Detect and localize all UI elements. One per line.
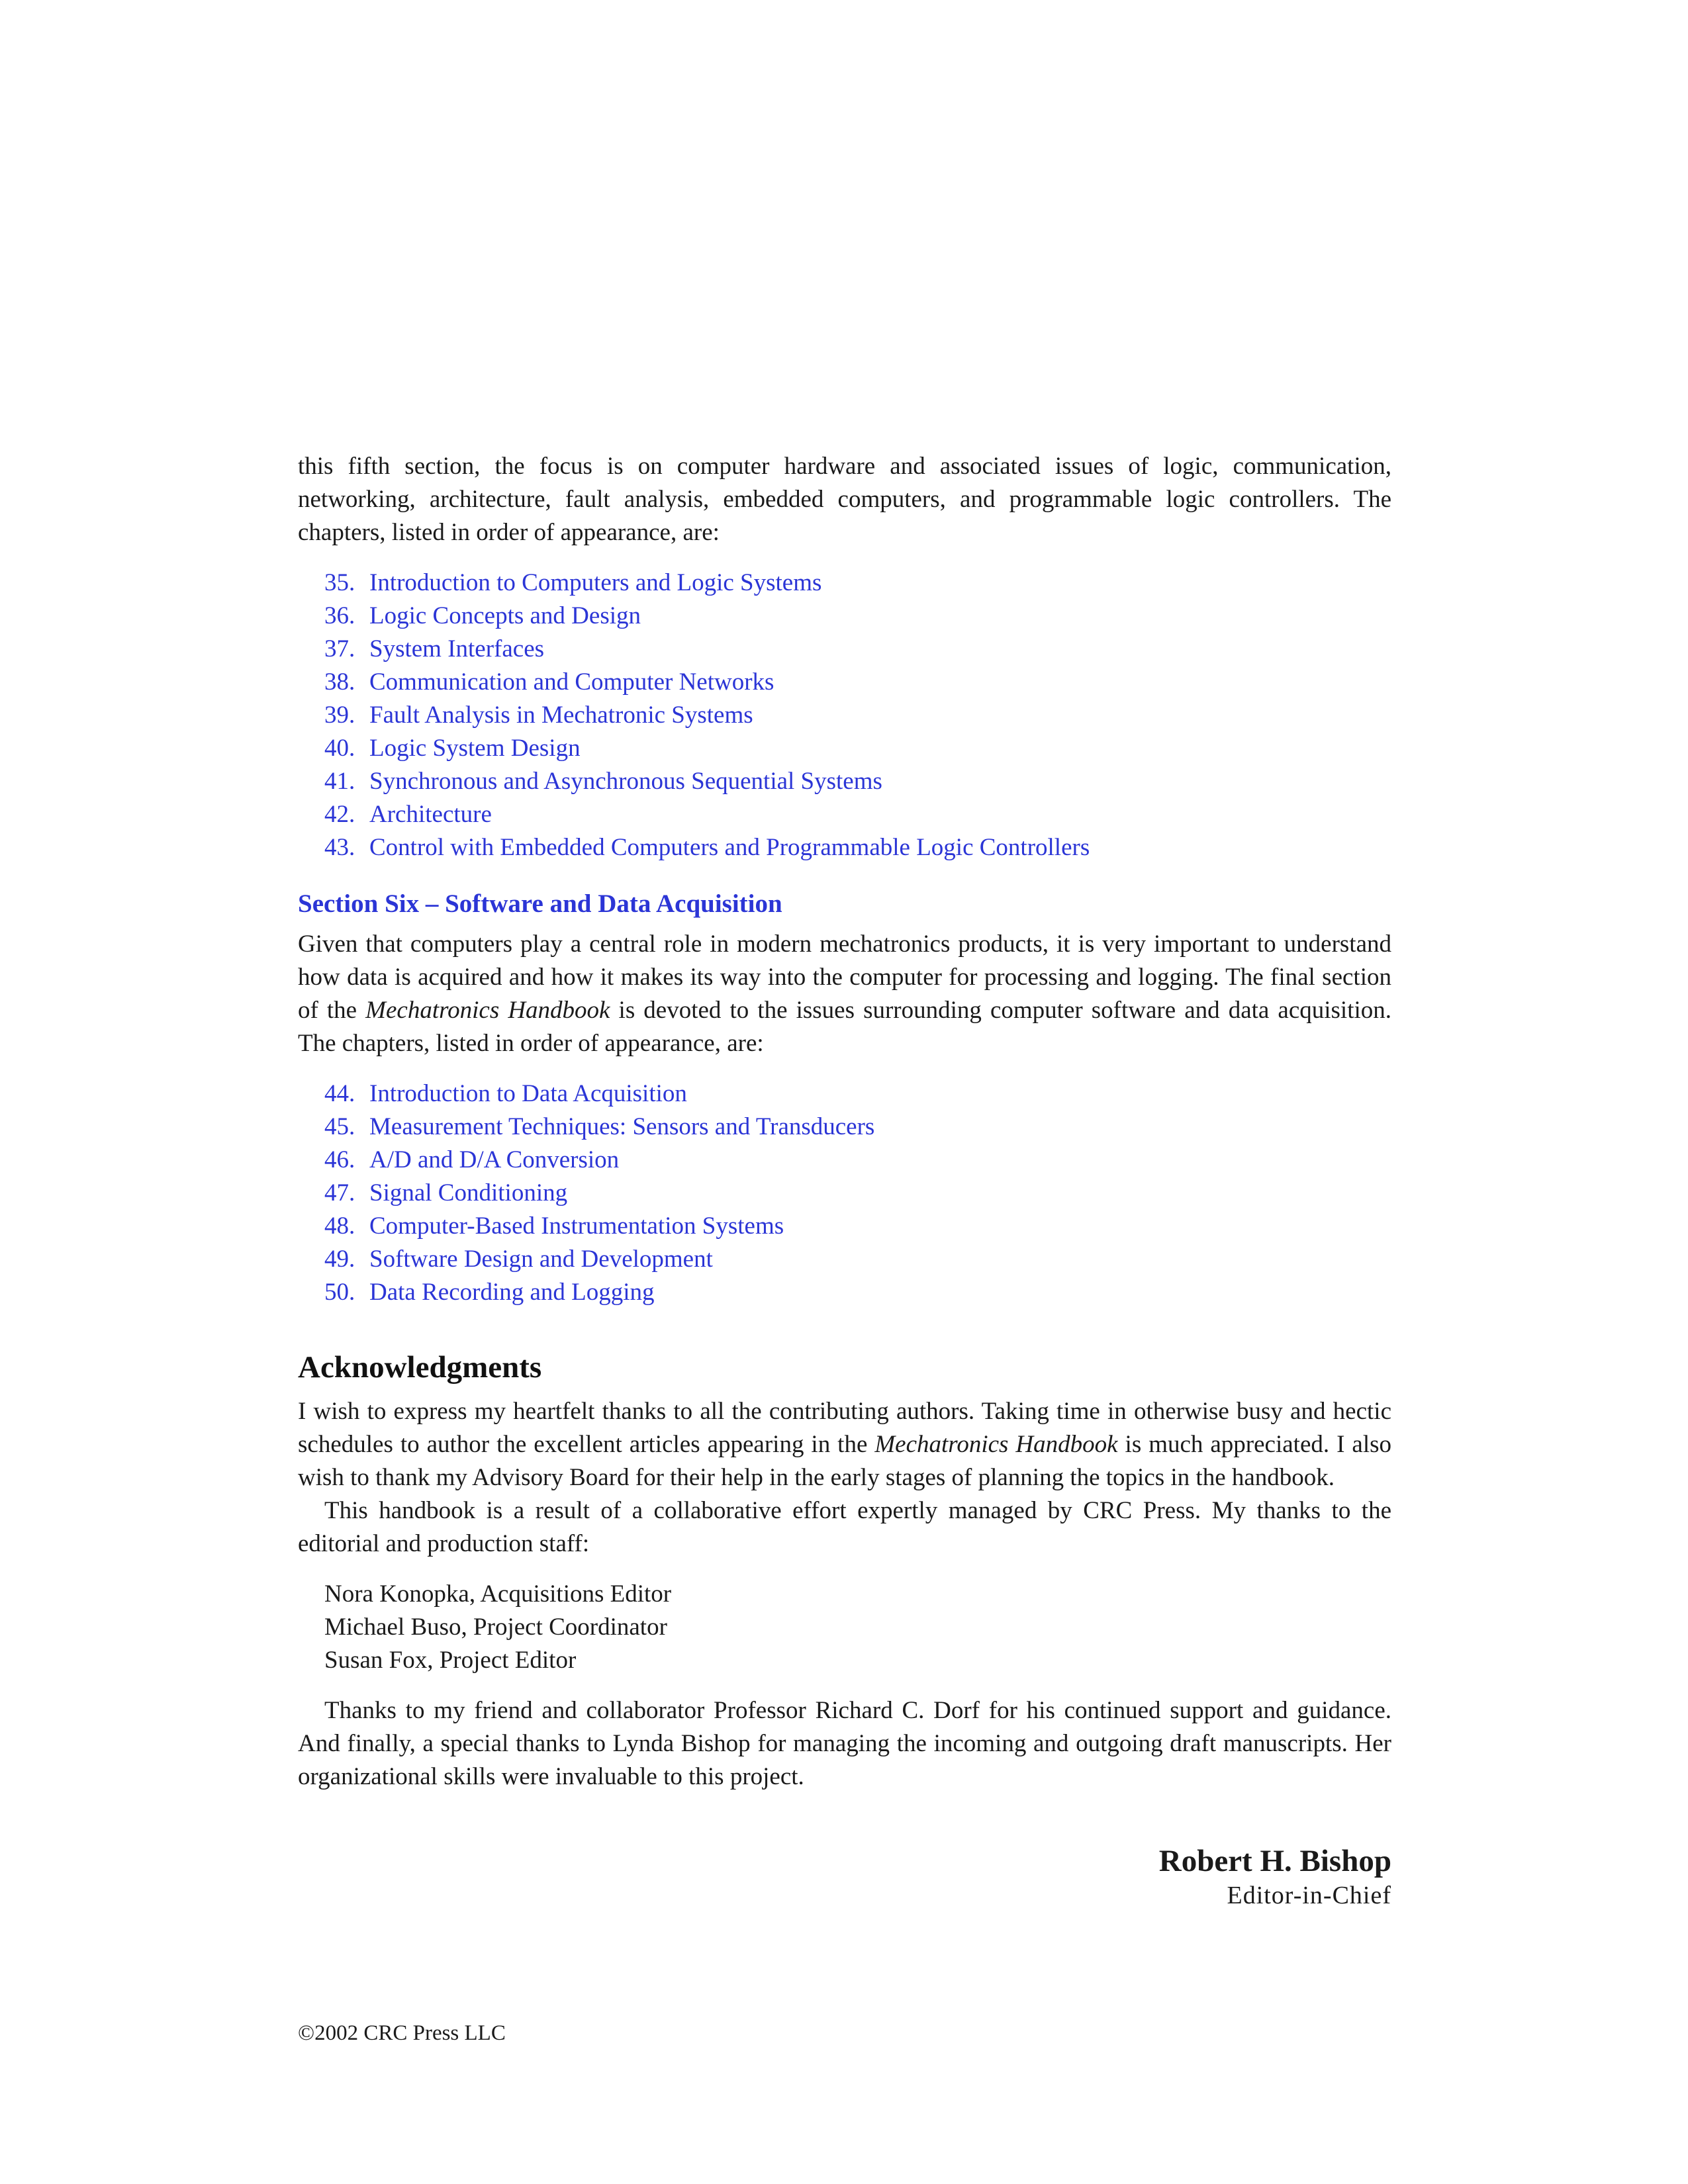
section-six-heading[interactable]: Section Six – Software and Data Acquisition <box>298 889 782 918</box>
chapter-title: Data Recording and Logging <box>369 1279 655 1306</box>
staff-list <box>324 1578 1391 1677</box>
signature-block <box>298 1843 1391 1911</box>
chapter-link-38[interactable]: 38. Communication and Computer Networks <box>324 668 774 696</box>
signature-name: Robert H. Bishop <box>1158 1844 1391 1878</box>
chapter-link-49[interactable]: 49. Software Design and Development <box>324 1246 713 1273</box>
chapter-link-35[interactable]: 35. Introduction to Computers and Logic Systems <box>324 569 822 596</box>
staff-item: Michael Buso, Project Coordinator <box>324 1614 667 1641</box>
chapter-title: A/D and D/A Conversion <box>369 1146 620 1173</box>
chapter-title: Measurement Techniques: Sensors and Transducers <box>369 1113 875 1140</box>
staff-item: Nora Konopka, Acquisitions Editor <box>324 1580 672 1608</box>
chapter-link-37[interactable]: 37. System Interfaces <box>324 635 545 662</box>
chapter-link-36[interactable]: 36. Logic Concepts and Design <box>324 602 641 629</box>
page-content <box>298 450 1391 1911</box>
section5-chapter-list <box>298 567 1391 864</box>
book-title-italic: Mechatronics Handbook <box>365 997 610 1024</box>
copyright-footer: ©2002 CRC Press LLC <box>298 2021 506 2045</box>
chapter-title: Communication and Computer Networks <box>369 668 774 696</box>
chapter-link-43[interactable]: 43. Control with Embedded Computers and Programmable Logic Controllers <box>324 834 1090 861</box>
chapter-title: Architecture <box>369 801 492 828</box>
chapter-link-44[interactable]: 44. Introduction to Data Acquisition <box>324 1080 687 1107</box>
chapter-title: Logic System Design <box>369 735 581 762</box>
chapter-title: Introduction to Data Acquisition <box>369 1080 687 1107</box>
chapter-title: Introduction to Computers and Logic Systems <box>369 569 822 596</box>
acknowledgments-heading: Acknowledgments <box>298 1350 542 1385</box>
chapter-link-47[interactable]: 47. Signal Conditioning <box>324 1179 568 1206</box>
chapter-link-50[interactable]: 50. Data Recording and Logging <box>324 1279 655 1306</box>
chapter-title: System Interfaces <box>369 635 545 662</box>
book-title-italic: Mechatronics Handbook <box>874 1431 1118 1458</box>
acknowledgments-paragraph-1: I wish to express my heartfelt thanks to all the contributing authors. Taking time in otherwise busy and hectic schedules to author the excellent articles appearing in the Mechatronics Handbook is much appreciated. I also wish to thank my Advisory Board for their help in the early stages of planning the topics in the handbook. <box>298 1398 1391 1491</box>
chapter-link-41[interactable]: 41. Synchronous and Asynchronous Sequential Systems <box>324 768 882 795</box>
acknowledgments-paragraph-3: Thanks to my friend and collaborator Professor Richard C. Dorf for his continued support and guidance. And finally, a special thanks to Lynda Bishop for managing the incoming and outgoing draft manuscripts. Her organizational skills were invaluable to this project. <box>298 1697 1391 1790</box>
chapter-title: Software Design and Development <box>369 1246 713 1273</box>
intro-paragraph: this fifth section, the focus is on computer hardware and associated issues of logic, communication, networking, architecture, fault analysis, embedded computers, and programmable logic controllers. The chapters, listed in order of appearance, are: <box>298 453 1391 546</box>
chapter-link-40[interactable]: 40. Logic System Design <box>324 735 581 762</box>
acknowledgments-paragraph-2: This handbook is a result of a collaborative effort expertly managed by CRC Press. My thanks to the editorial and production staff: <box>298 1497 1391 1557</box>
chapter-title: Fault Analysis in Mechatronic Systems <box>369 702 753 729</box>
section6-chapter-list <box>298 1077 1391 1309</box>
staff-item: Susan Fox, Project Editor <box>324 1647 577 1674</box>
chapter-link-42[interactable]: 42. Architecture <box>324 801 492 828</box>
chapter-link-46[interactable]: 46. A/D and D/A Conversion <box>324 1146 620 1173</box>
chapter-title: Synchronous and Asynchronous Sequential Systems <box>369 768 882 795</box>
chapter-link-45[interactable]: 45. Measurement Techniques: Sensors and Transducers <box>324 1113 875 1140</box>
chapter-title: Logic Concepts and Design <box>369 602 641 629</box>
chapter-title: Signal Conditioning <box>369 1179 568 1206</box>
chapter-title: Computer-Based Instrumentation Systems <box>369 1212 784 1240</box>
chapter-link-39[interactable]: 39. Fault Analysis in Mechatronic Systems <box>324 702 753 729</box>
section-six-paragraph: Given that computers play a central role in modern mechatronics products, it is very important to understand how data is acquired and how it makes its way into the computer for processing and logging. The final section of the Mechatronics Handbook is devoted to the issues surrounding computer software and data acquisition. The chapters, listed in order of appearance, are: <box>298 931 1392 1057</box>
chapter-link-48[interactable]: 48. Computer-Based Instrumentation Systems <box>324 1212 784 1240</box>
chapter-title: Control with Embedded Computers and Programmable Logic Controllers <box>369 834 1090 861</box>
signature-role: Editor-in-Chief <box>1227 1882 1391 1909</box>
